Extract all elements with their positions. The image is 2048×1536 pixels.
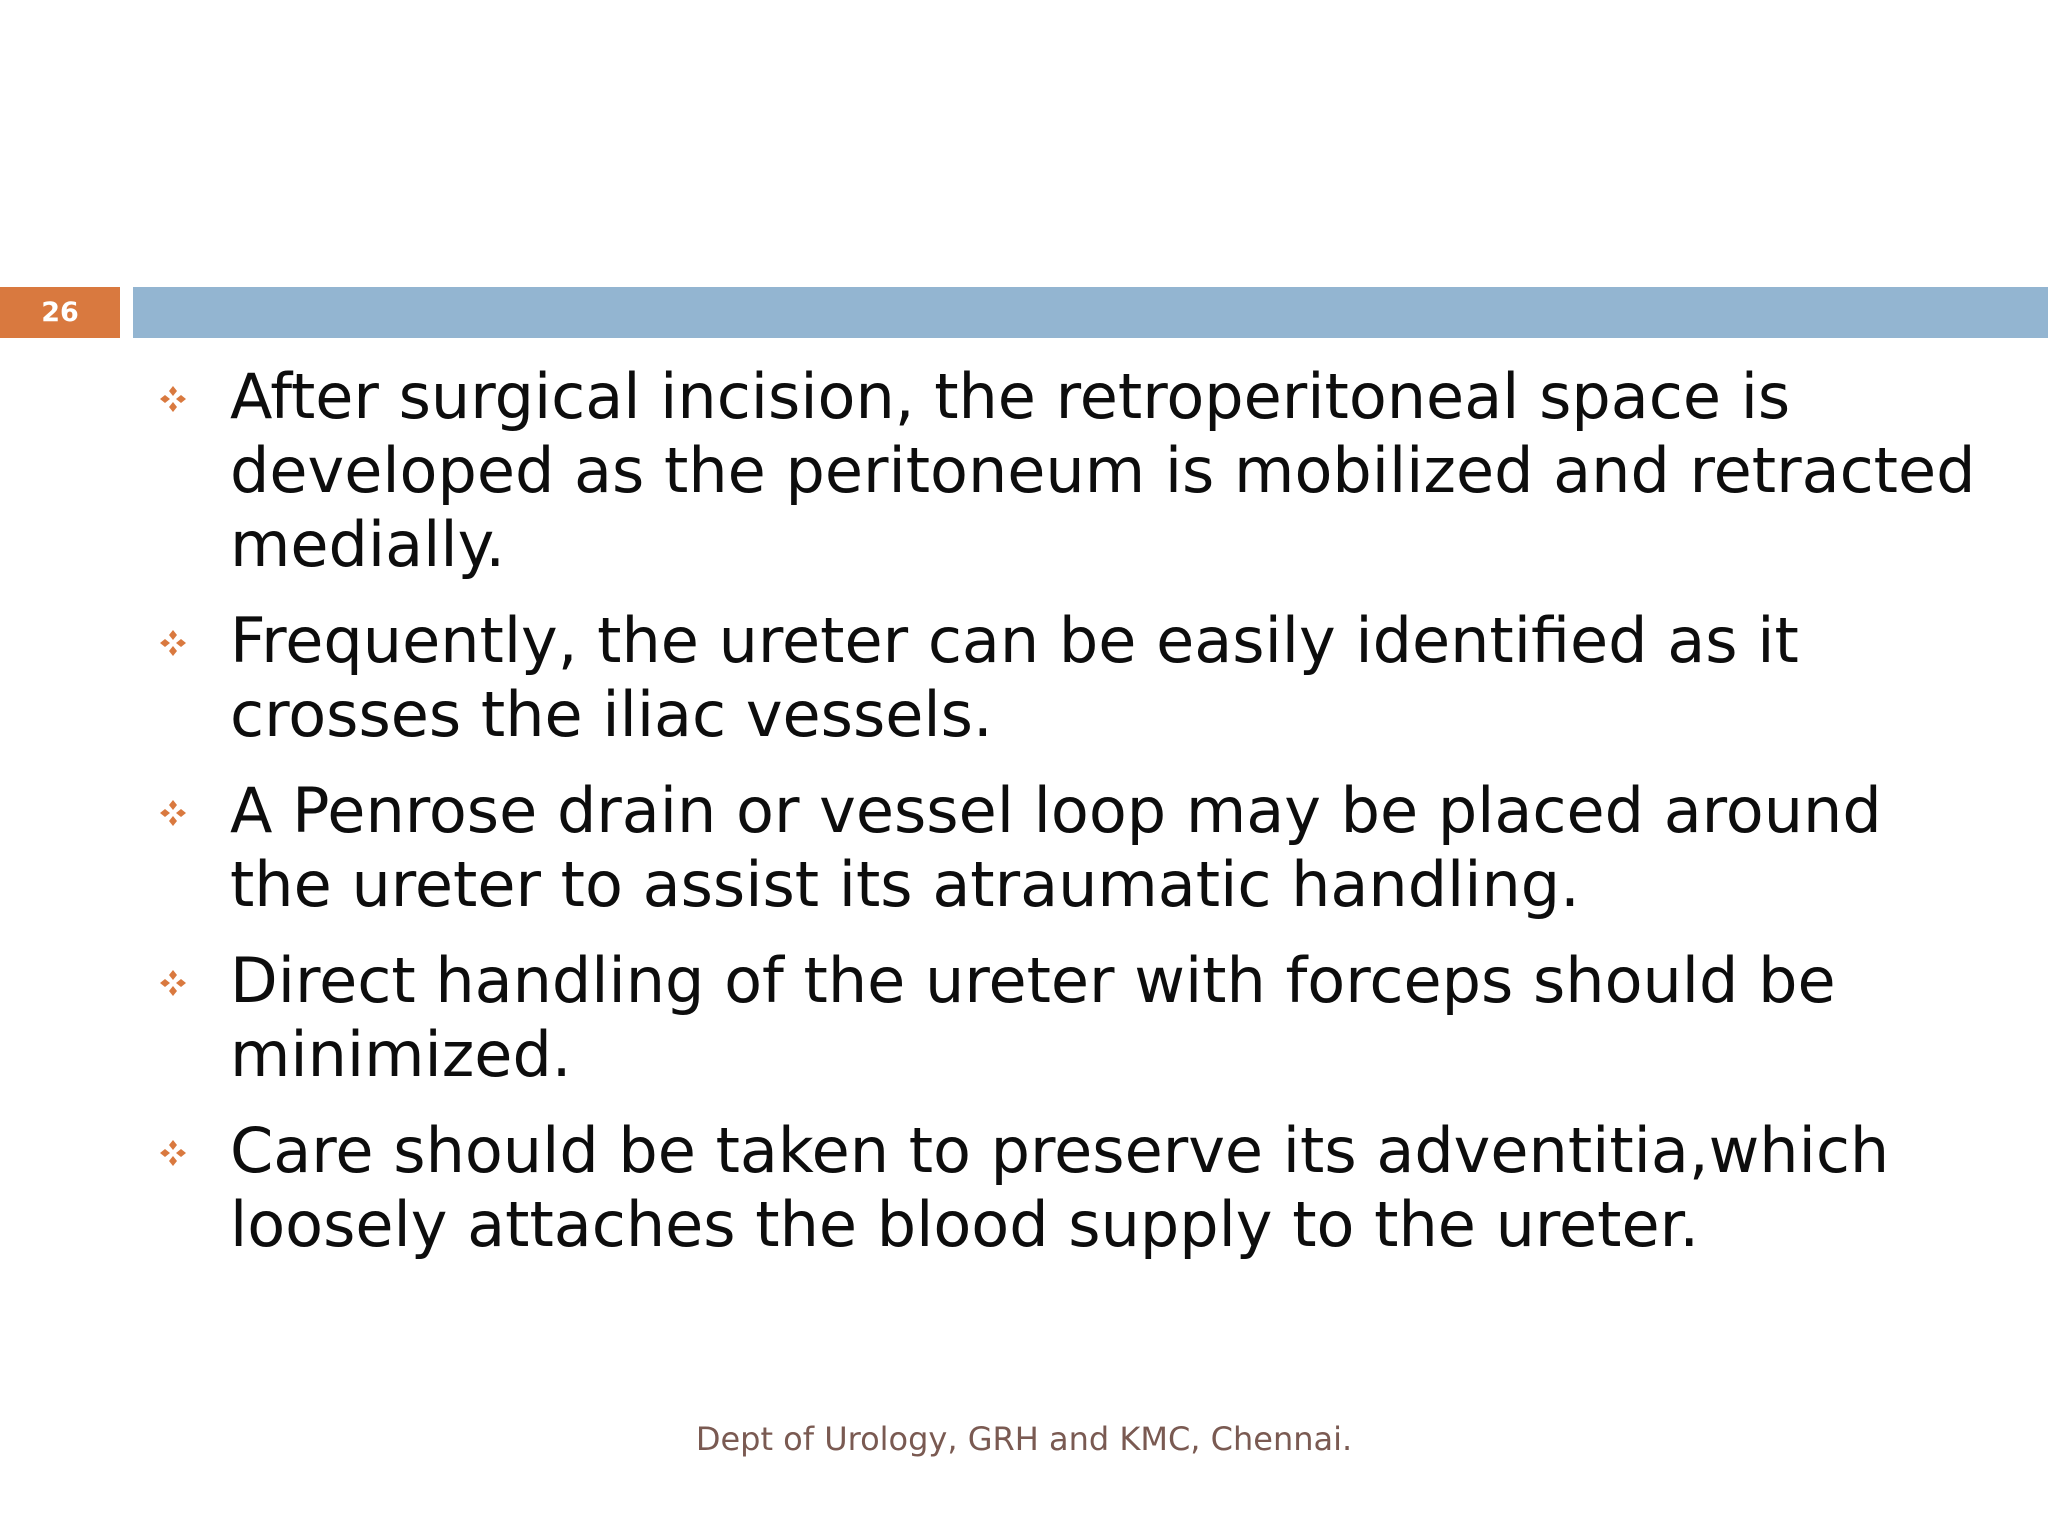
header-bar (133, 287, 2048, 338)
bullet-item (150, 1114, 1990, 1262)
slide-number: 26 (41, 297, 79, 328)
bullet-item (150, 360, 1990, 582)
bullet-item (150, 944, 1990, 1092)
bullet-item (150, 774, 1990, 922)
slide-number-badge (0, 287, 120, 338)
bullet-text: A Penrose drain or vessel loop may be placed around the ureter to assist its atraumatic handling. (230, 774, 1882, 921)
four-diamond-bullet-icon (158, 798, 188, 828)
four-diamond-bullet-icon (158, 384, 188, 414)
footer-text: Dept of Urology, GRH and KMC, Chennai. (695, 1420, 1353, 1458)
bullet-item (150, 604, 1990, 752)
four-diamond-bullet-icon (158, 628, 188, 658)
bullet-list (150, 360, 1990, 1284)
bullet-text: After surgical incision, the retroperitoneal space is developed as the peritoneum is mobilized and retracted medially. (230, 360, 1976, 581)
bullet-text: Frequently, the ureter can be easily identified as it crosses the iliac vessels. (230, 604, 1799, 751)
four-diamond-bullet-icon (158, 968, 188, 998)
bullet-text: Direct handling of the ureter with forceps should be minimized. (230, 944, 1836, 1091)
four-diamond-bullet-icon (158, 1138, 188, 1168)
bullet-text: Care should be taken to preserve its adventitia,which loosely attaches the blood supply to the ureter. (230, 1114, 1890, 1261)
